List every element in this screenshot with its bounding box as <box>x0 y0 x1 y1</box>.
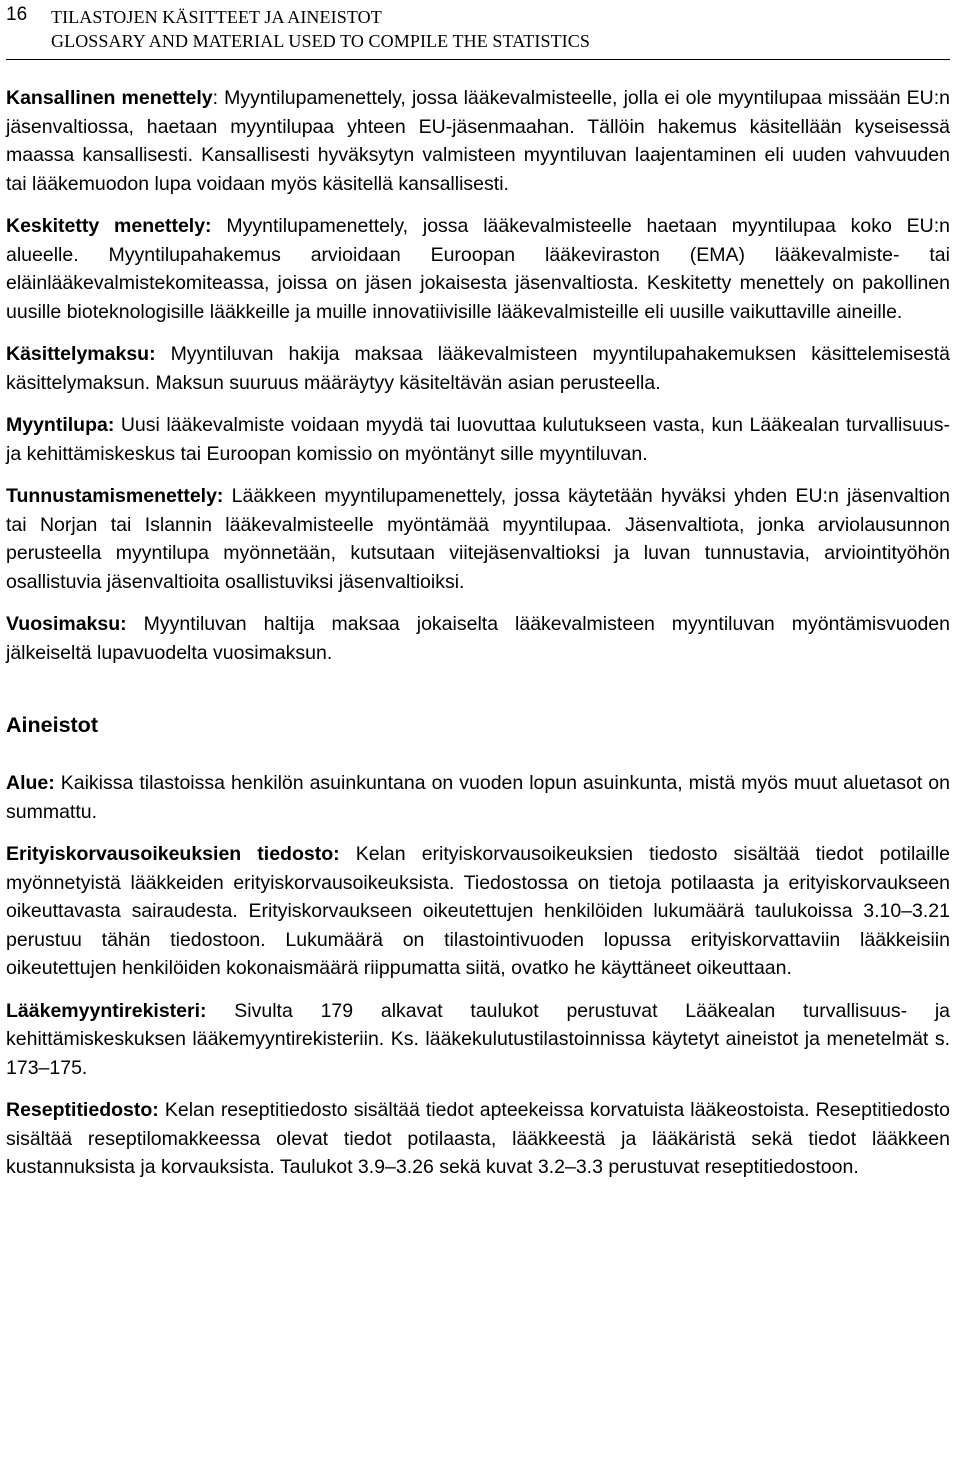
glossary-entry <box>6 212 950 326</box>
material-definition: Kelan erityiskorvausoikeuksien tiedosto sisältää tiedot potilaille myönnetyistä lääkkeiden erityiskorvausoikeuksista. Tiedostossa on tietoja potilaasta ja erityiskorvaukseen oikeuttavasta sairaudesta. Erityiskorvaukseen oikeutettujen henkilöiden lukumäärä taulukoissa 3.10–3.21 perustuu tähän tiedostoon. Lukumäärä on tilastointivuoden lopussa erityiskorvattaviin lääkkeisiin oikeutettujen henkilöiden kokonaismäärä riippumatta siitä, ovatko he käyttäneet oikeuttaan. <box>6 843 950 979</box>
material-definition: Sivulta 179 alkavat taulukot perustuvat Lääkealan turvallisuus- ja kehittämiskeskuksen lääkemyyntirekisteriin. Ks. lääkekulutustilastoinnissa käytetyt aineistot ja menetelmät s. 173–175. <box>6 999 950 1079</box>
glossary-term: Tunnustamismenettely: <box>6 485 224 507</box>
glossary-entry <box>6 610 950 667</box>
section-heading: Aineistot <box>6 713 98 737</box>
page-body <box>6 84 950 1182</box>
material-entry <box>6 1096 950 1182</box>
material-definition: Kaikissa tilastoissa henkilön asuinkuntana on vuoden lopun asuinkunta, mistä myös muut aluetasot on summattu. <box>6 772 950 823</box>
glossary-entry <box>6 482 950 596</box>
glossary-definition: Myyntiluvan hakija maksaa lääkevalmisteen myyntilupahakemuksen käsittelemisestä käsittelymaksun. Maksun suuruus määräytyy käsiteltävän asian perusteella. <box>6 343 950 394</box>
material-definition: Kelan reseptitiedosto sisältää tiedot apteekeissa korvatuista lääkeostoista. Reseptitiedosto sisältää reseptilomakkeessa olevat tiedot potilaasta, lääkkeestä ja lääkäristä sekä tiedot lääkkeen kustannuksista ja korvauksista. Taulukot 3.9–3.26 sekä kuvat 3.2–3.3 perustuvat reseptitiedostoon. <box>6 1099 950 1178</box>
running-header <box>51 5 590 53</box>
glossary-term-separator: : <box>212 87 219 109</box>
glossary-entry <box>6 340 950 397</box>
header-divider <box>6 59 950 60</box>
material-term: Alue: <box>6 772 55 794</box>
glossary-definition: Myyntilupamenettely, jossa lääkevalmisteelle, jolla ei ole myyntilupaa missään EU:n jäsenvaltiossa, haetaan myyntilupaa yhteen EU-jäsenmaahan. Tällöin hakemus käsitellään kyseisessä maassa kansallisesti. Kansallisesti hyväksytyn valmisteen myyntiluvan laajentaminen eli uuden vahvuuden tai lääkemuodon lupa voidaan myös käsitellä kansallisesti. <box>6 87 950 195</box>
glossary-definition: Myyntiluvan haltija maksaa jokaiselta lääkevalmisteen myyntiluvan myöntämisvuoden jälkeiseltä lupavuodelta vuosimaksun. <box>6 613 950 664</box>
material-term: Lääkemyyntirekisteri: <box>6 999 207 1022</box>
running-header-title-en: GLOSSARY AND MATERIAL USED TO COMPILE THE STATISTICS <box>51 31 590 51</box>
running-header-title-fi: TILASTOJEN KÄSITTEET JA AINEISTOT <box>51 7 382 27</box>
glossary-definition: Lääkkeen myyntilupamenettely, jossa käytetään hyväksi yhden EU:n jäsenvaltion tai Norjan tai Islannin lääkevalmisteelle myöntämää myyntilupaa. Jäsenvaltiota, jonka arviolausunnon perusteella myyntilupa myönnetään, kutsutaan viitejäsenvaltioksi ja luvan tunnustavia, arviointityöhön osallistuvia jäsenvaltioita osallistuviksi jäsenvaltioiksi. <box>6 485 950 593</box>
glossary-term: Kansallinen menettely <box>6 87 213 109</box>
page-number: 16 <box>6 4 28 25</box>
glossary-definition: Uusi lääkevalmiste voidaan myydä tai luovuttaa kulutukseen vasta, kun Lääkealan turvallisuus- ja kehittämiskeskus tai Euroopan komissio on myöntänyt sille myyntiluvan. <box>6 414 950 465</box>
glossary-term: Vuosimaksu: <box>6 613 127 635</box>
material-entry <box>6 997 950 1083</box>
glossary-entry <box>6 411 950 468</box>
glossary-term: Keskitetty menettely: <box>6 215 212 237</box>
material-term: Erityiskorvausoikeuksien tiedosto: <box>6 843 340 865</box>
glossary-term: Käsittelymaksu: <box>6 343 156 365</box>
glossary-entry <box>6 84 950 198</box>
glossary-term: Myyntilupa: <box>6 414 115 436</box>
material-entry <box>6 769 950 826</box>
material-entry <box>6 840 950 983</box>
material-term: Reseptitiedosto: <box>6 1099 159 1121</box>
glossary-definition: Myyntilupamenettely, jossa lääkevalmisteelle haetaan myyntilupaa koko EU:n alueelle. Myyntilupahakemus arvioidaan Euroopan lääkeviraston (EMA) lääkevalmiste- tai eläinlääkevalmistekomiteassa, joissa on jäsen jokaisesta jäsenvaltiosta. Keskitetty menettely on pakollinen uusille bioteknologisille lääkkeille ja muille innovatiivisille lääkevalmisteille eli uusille vaikuttaville aineille. <box>6 215 950 323</box>
